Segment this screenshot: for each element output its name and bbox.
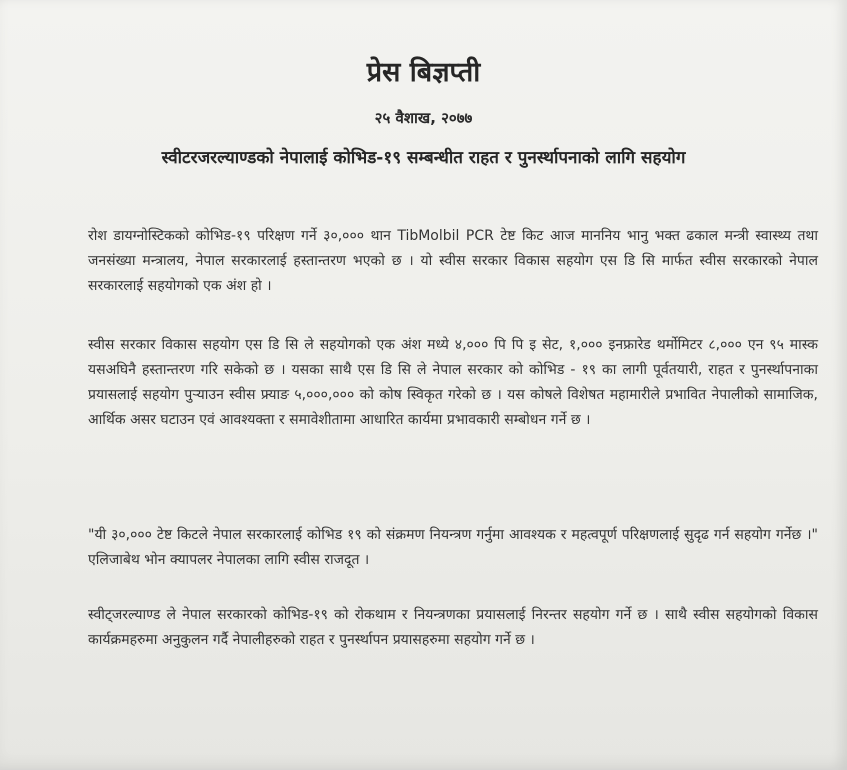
paragraph-4: स्वीट्जरल्याण्ड ले नेपाल सरकारको कोभिड-१९ को रोकथाम र नियन्त्रणका प्रयासलाई निरन्तर सहयोग गर्ने छ । साथै स्वीस सहयोगको विकास कार्यक्रमहरुमा अनुकुलन गर्दै नेपालीहरुको राहत र पुनर्स्थापन प्रयासहरुमा सहयोग गर्ने छ ।: [88, 607, 818, 648]
paragraph-1: रोश डायग्नोस्टिकको कोभिड-१९ परिक्षण गर्ने ३०,००० थान TibMolbil PCR टेष्ट किट आज माननिय भानु भक्त ढकाल मन्त्री स्वास्थ्य तथा जनसंख्या मन्त्रालय, नेपाल सरकारलाई हस्तान्तरण भएको छ । यो स्वीस सरकार विकास सहयोग एस डि सि मार्फत स्वीस सरकारको नेपाल सरकारलाई सहयोगको एक अंश हो ।: [88, 228, 818, 294]
document-subject: स्वीटरजरल्याण्डको नेपालाई कोभिड-१९ सम्बन्धीत राहत र पुनर्स्थापनाको लागि सहयोग: [161, 148, 686, 168]
document-title: प्रेस बिज्ञप्ती: [366, 57, 481, 88]
paragraph-3: "यी ३०,००० टेष्ट किटले नेपाल सरकारलाई कोभिड १९ को संक्रमण नियन्त्रण गर्नुमा आवश्यक र महत्वपूर्ण परिक्षणलाई सुदृढ गर्न सहयोग गर्नेछ ।" एलिजाबेथ भोन क्यापलर नेपालका लागि स्वीस राजदूत ।: [88, 527, 818, 568]
paragraph-2: स्वीस सरकार विकास सहयोग एस डि सि ले सहयोगको एक अंश मध्ये ४,००० पि पि इ सेट, १,००० इनफ्रारेड थर्मोमिटर ८,००० एन ९५ मास्क यसअघिनै हस्तान्तरण गरि सकेको छ । यसका साथै एस डि सि ले नेपाल सरकार को कोभिड - १९ का लागी पूर्वतयारी, राहत र पुनर्स्थापनाका प्रयासलाई सहयोग पुऱ्याउन स्वीस फ्र्याङ ५,०००,००० को कोष स्विकृत गरेको छ । यस कोषले विशेषत महामारीले प्रभावित नेपालीको सामाजिक, आर्थिक असर घटाउन एवं आवश्यक्ता र समावेशीतामा आधारित कार्यमा प्रभावकारी सम्बोधन गर्ने छ ।: [88, 337, 818, 428]
document-date: २५ वैशाख, २०७७: [374, 109, 473, 127]
